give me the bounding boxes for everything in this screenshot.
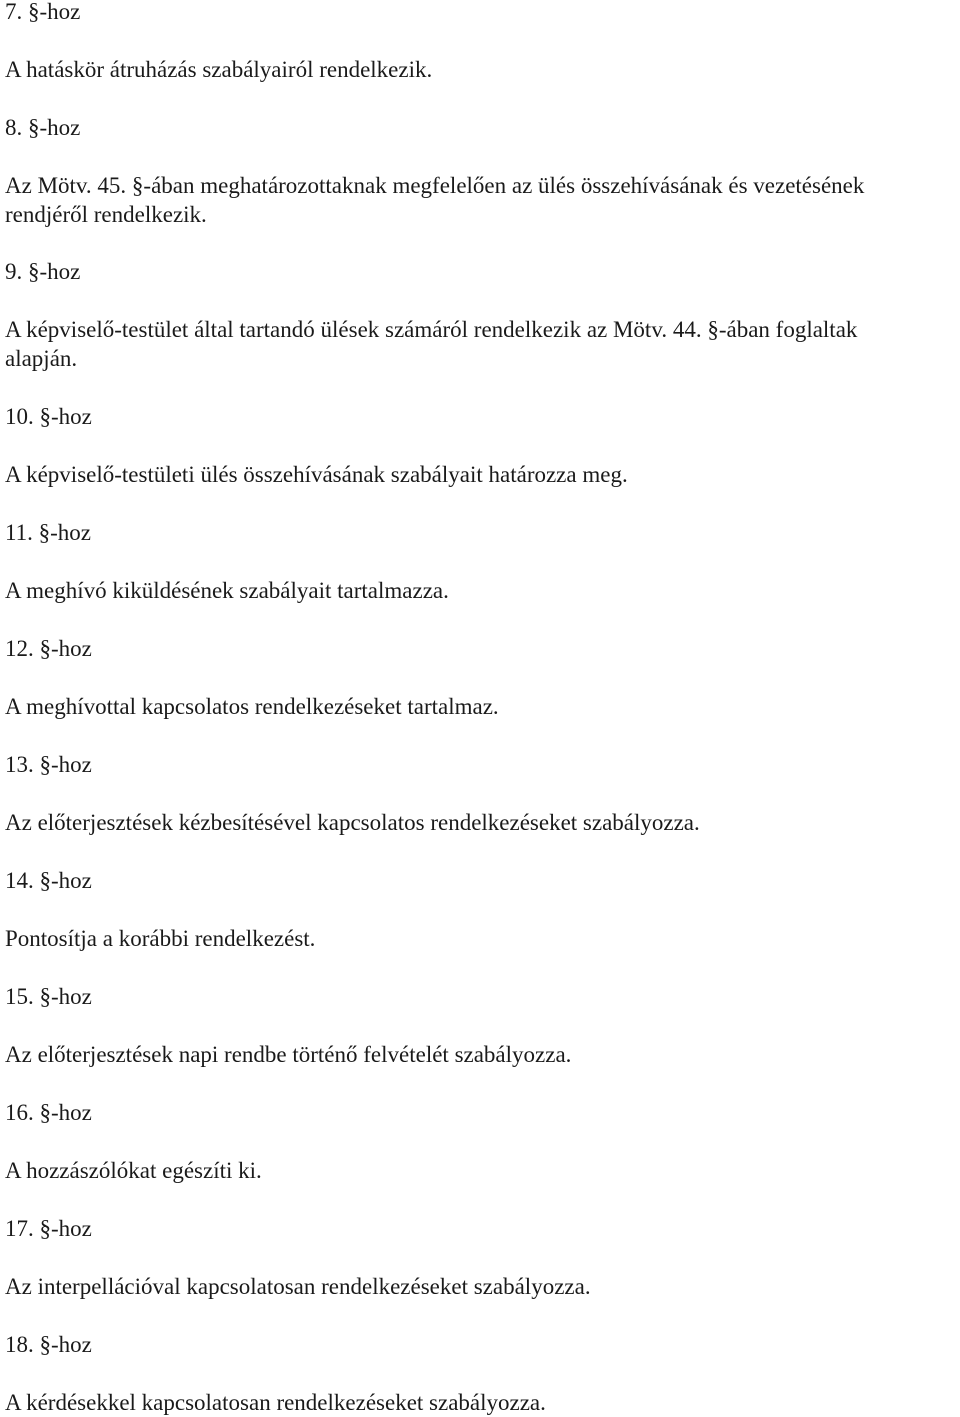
section-heading: 18. §-hoz	[5, 1332, 92, 1357]
section-text: A képviselő-testület által tartandó ülések számáról rendelkezik az Mötv. 44. §-ában foglaltak	[5, 317, 858, 342]
section-heading: 11. §-hoz	[5, 520, 92, 545]
section-text: Az előterjesztések kézbesítésével kapcsolatos rendelkezéseket szabályozza.	[5, 810, 700, 835]
section-text: Pontosítja a korábbi rendelkezést.	[5, 926, 316, 951]
section-text: A hozzászólókat egészíti ki.	[5, 1158, 262, 1183]
section-text: A képviselő-testületi ülés összehívásának szabályait határozza meg.	[5, 462, 628, 487]
section-text: A kérdésekkel kapcsolatosan rendelkezéseket szabályozza.	[5, 1390, 546, 1415]
section-text: rendjéről rendelkezik.	[5, 202, 207, 227]
section-heading: 8. §-hoz	[5, 115, 81, 140]
section-heading: 12. §-hoz	[5, 636, 92, 661]
section-text: alapján.	[5, 346, 78, 371]
section-heading: 9. §-hoz	[5, 259, 81, 284]
section-heading: 16. §-hoz	[5, 1100, 92, 1125]
section-text: Az interpellációval kapcsolatosan rendelkezéseket szabályozza.	[5, 1274, 591, 1299]
section-text: Az előterjesztések napi rendbe történő felvételét szabályozza.	[5, 1042, 572, 1067]
section-heading: 7. §-hoz	[5, 0, 81, 24]
section-heading: 14. §-hoz	[5, 868, 92, 893]
section-heading: 15. §-hoz	[5, 984, 92, 1009]
section-text: A meghívó kiküldésének szabályait tartalmazza.	[5, 578, 449, 603]
section-heading: 10. §-hoz	[5, 404, 92, 429]
section-heading: 13. §-hoz	[5, 752, 92, 777]
section-heading: 17. §-hoz	[5, 1216, 92, 1241]
section-text: A hatáskör átruházás szabályairól rendelkezik.	[5, 57, 433, 82]
section-text: Az Mötv. 45. §-ában meghatározottaknak megfelelően az ülés összehívásának és vezetésének	[5, 173, 865, 198]
section-text: A meghívottal kapcsolatos rendelkezéseket tartalmaz.	[5, 694, 499, 719]
